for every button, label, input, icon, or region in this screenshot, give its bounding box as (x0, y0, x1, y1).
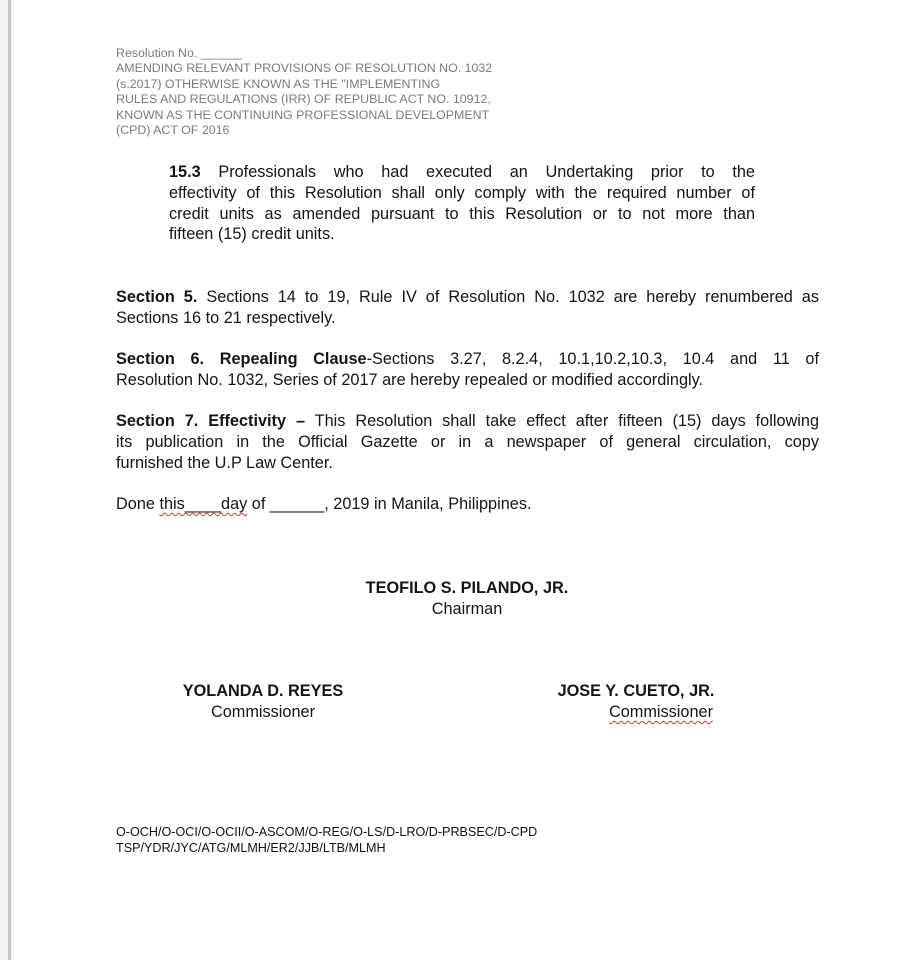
section-label: Section 6. Repealing Clause (116, 350, 367, 368)
signatory-name: YOLANDA D. REYES (182, 682, 344, 700)
section-5 (116, 287, 819, 329)
paragraph-line: its publication in the Official Gazette or in a newspaper of general circulation, copy (116, 432, 819, 451)
paragraph-line (116, 349, 819, 370)
paragraph-text: Sections 14 to 19, Rule IV of Resolution No. 1032 are hereby renumbered as (197, 288, 819, 306)
signatory-title: Commissioner (210, 703, 316, 721)
signatory-name: TEOFILO S. PILANDO, JR. (365, 579, 569, 597)
section-6-repealing-clause (116, 349, 819, 391)
header-title-line: AMENDING RELEVANT PROVISIONS OF RESOLUTION NO. 1032 (116, 61, 493, 76)
paragraph-line: credit units as amended pursuant to this Resolution or to not more than (169, 204, 755, 223)
section-label: Section 7. Effectivity – (116, 412, 306, 430)
signatory-title[interactable]: Commissioner (608, 703, 714, 721)
resolution-number: Resolution No. ______ (116, 46, 243, 60)
paragraph-label: 15.3 (169, 163, 201, 181)
section-label: Section 5. (116, 288, 198, 306)
paragraph-15-3 (169, 162, 755, 245)
document-header (116, 46, 556, 138)
signatory-commissioner-reyes (113, 681, 413, 723)
paragraph-line: fifteen (15) credit units. (169, 225, 335, 244)
section-7-effectivity (116, 411, 819, 473)
done-this-line (116, 494, 819, 515)
header-title-line: RULES AND REGULATIONS (IRR) OF REPUBLIC ACT NO. 10912, (116, 92, 491, 107)
paragraph-text: This Resolution shall take effect after fifteen (15) days following (305, 412, 819, 430)
page-edge-highlight (11, 0, 14, 960)
paragraph-line: Sections 16 to 21 respectively. (116, 308, 336, 327)
office-codes: O-OCH/O-OCI/O-OCII/O-ASCOM/O-REG/O-LS/D-LRO/D-PRBSEC/D-CPD (116, 825, 538, 839)
paragraph-text: -Sections 3.27, 8.2.4, 10.1,10.2,10.3, 10.4 and 11 of (366, 350, 819, 368)
paragraph-line (116, 287, 819, 308)
done-prefix: Done (116, 495, 160, 513)
routing-codes (116, 825, 537, 856)
paragraph-line: Resolution No. 1032, Series of 2017 are hereby repealed or modified accordingly. (116, 370, 704, 389)
signatory-name: JOSE Y. CUETO, JR. (557, 682, 715, 700)
paragraph-line (169, 162, 755, 183)
initials-codes: TSP/YDR/JYC/ATG/MLMH/ER2/JJB/LTB/MLMH (116, 840, 386, 855)
page-edge-shadow (0, 0, 8, 960)
signatory-chairman (317, 578, 617, 620)
spellcheck-flagged-word[interactable]: this____day (159, 495, 248, 513)
paragraph-line: effectivity of this Resolution shall only comply with the required number of (169, 183, 755, 202)
header-title-line: (s.2017) OTHERWISE KNOWN AS THE "IMPLEMENTING (116, 76, 441, 91)
done-suffix: of ______, 2019 in Manila, Philippines. (247, 495, 532, 513)
signatory-commissioner-cueto (486, 681, 786, 723)
header-title-line: KNOWN AS THE CONTINUING PROFESSIONAL DEVELOPMENT (116, 107, 490, 122)
paragraph-line: furnished the U.P Law Center. (116, 453, 333, 472)
paragraph-line (116, 411, 819, 432)
paragraph-text: Professionals who had executed an Undertaking prior to the (200, 163, 755, 181)
header-title-line: (CPD) ACT OF 2016 (116, 123, 230, 138)
signatory-title: Chairman (431, 600, 503, 618)
